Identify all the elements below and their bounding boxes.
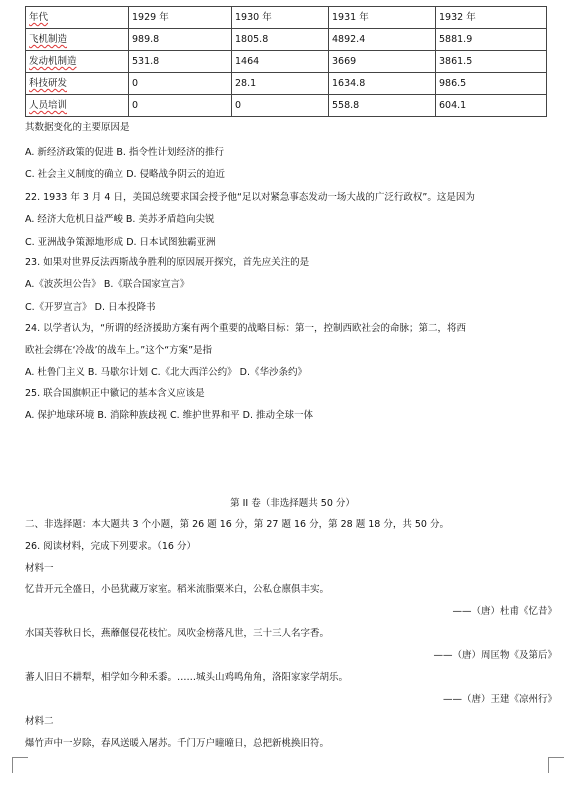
answer-options: A. 保护地球环境 B. 消除种族歧视 C. 维护世界和平 D. 推动全球一体 <box>25 410 314 421</box>
table-cell: 0 <box>129 95 232 117</box>
material-heading: 材料一 <box>25 563 54 574</box>
crop-mark <box>12 757 28 758</box>
table-cell: 飞机制造 <box>26 29 129 51</box>
table-cell: 3669 <box>329 51 436 73</box>
answer-options: A.《波茨坦公告》 B.《联合国家宣言》 <box>25 279 190 290</box>
question-stem: 其数据变化的主要原因是 <box>25 122 130 133</box>
table-cell: 1932 年 <box>436 7 547 29</box>
table-cell: 989.8 <box>129 29 232 51</box>
poem-line: 水国芙蓉秋日长，燕蘼偃侵花枝忙。凤吹金榜落凡世，三十三人名字香。 <box>25 628 330 639</box>
poem-line: 爆竹声中一岁除，春风送暖入屠苏。千门万户曈曈日，总把新桃换旧符。 <box>25 738 330 749</box>
aircraft-industry-table <box>25 6 547 117</box>
table-row <box>26 7 547 29</box>
table-cell: 1930 年 <box>232 7 329 29</box>
material-heading: 材料二 <box>25 716 54 727</box>
table-cell: 604.1 <box>436 95 547 117</box>
table-cell: 3861.5 <box>436 51 547 73</box>
table-cell: 986.5 <box>436 73 547 95</box>
question-26: 26. 阅读材料，完成下列要求。（16 分） <box>25 541 196 552</box>
question-22: 22. 1933 年 3 月 4 日，美国总统要求国会授予他“足以对紧急事态发动一场大战的广泛行政权”。这是因为 <box>25 192 475 203</box>
table-cell: 558.8 <box>329 95 436 117</box>
answer-options: C. 亚洲战争策源地形成 D. 日本试图独霸亚洲 <box>25 237 216 248</box>
table-cell: 5881.9 <box>436 29 547 51</box>
table-cell: 28.1 <box>232 73 329 95</box>
table-cell: 1805.8 <box>232 29 329 51</box>
table-row <box>26 95 547 117</box>
poem-line: 蕃人旧日不耕犁，相学如今种禾黍。……城头山鸡鸣角角，洛阳家家学胡乐。 <box>25 672 349 683</box>
poem-source: ——（唐）王建《凉州行》 <box>442 694 557 705</box>
poem-source: ——（唐）杜甫《忆昔》 <box>452 606 557 617</box>
table-cell: 1464 <box>232 51 329 73</box>
crop-mark <box>548 757 564 758</box>
answer-options: C. 社会主义制度的确立 D. 侵略战争阴云的迫近 <box>25 169 226 180</box>
question-23: 23. 如果对世界反法西斯战争胜利的原因展开探究，首先应关注的是 <box>25 257 310 268</box>
table-row <box>26 51 547 73</box>
table-cell: 年代 <box>26 7 129 29</box>
crop-mark <box>12 757 13 773</box>
answer-options: A. 经济大危机日益严峻 B. 美苏矛盾趋向尖锐 <box>25 214 215 225</box>
crop-mark <box>548 757 549 773</box>
table-row <box>26 73 547 95</box>
section-title: 第 II 卷（非选择题共 50 分） <box>230 498 355 509</box>
table-cell: 科技研发 <box>26 73 129 95</box>
answer-options: A. 杜鲁门主义 B. 马歇尔计划 C.《北大西洋公约》 D.《华沙条约》 <box>25 367 307 378</box>
table-cell: 0 <box>129 73 232 95</box>
question-24: 24. 以学者认为，“所谓的经济援助方案有两个重要的战略目标：第一，控制西欧社会的命脉；第二，将西 <box>25 323 467 334</box>
table-cell: 0 <box>232 95 329 117</box>
table-row <box>26 29 547 51</box>
answer-options: A. 新经济政策的促进 B. 指令性计划经济的推行 <box>25 147 224 158</box>
question-24-continued: 欧社会绑在‘冷战’的战车上。”这个“方案”是指 <box>25 345 213 356</box>
table-cell: 531.8 <box>129 51 232 73</box>
table-cell: 1929 年 <box>129 7 232 29</box>
table-cell: 人员培训 <box>26 95 129 117</box>
table-cell: 发动机制造 <box>26 51 129 73</box>
table-cell: 4892.4 <box>329 29 436 51</box>
question-25: 25. 联合国旗帜正中徽记的基本含义应该是 <box>25 388 205 399</box>
table-cell: 1634.8 <box>329 73 436 95</box>
answer-options: C.《开罗宣言》 D. 日本投降书 <box>25 302 156 313</box>
poem-source: ——（唐）周匡物《及第后》 <box>433 650 557 661</box>
section-instructions: 二、非选择题：本大题共 3 个小题，第 26 题 16 分，第 27 题 16 分，第 28 题 18 分，共 50 分。 <box>25 519 449 530</box>
poem-line: 忆昔开元全盛日，小邑犹藏万家室。稻米流脂粟米白，公私仓廪俱丰实。 <box>25 584 330 595</box>
table-cell: 1931 年 <box>329 7 436 29</box>
